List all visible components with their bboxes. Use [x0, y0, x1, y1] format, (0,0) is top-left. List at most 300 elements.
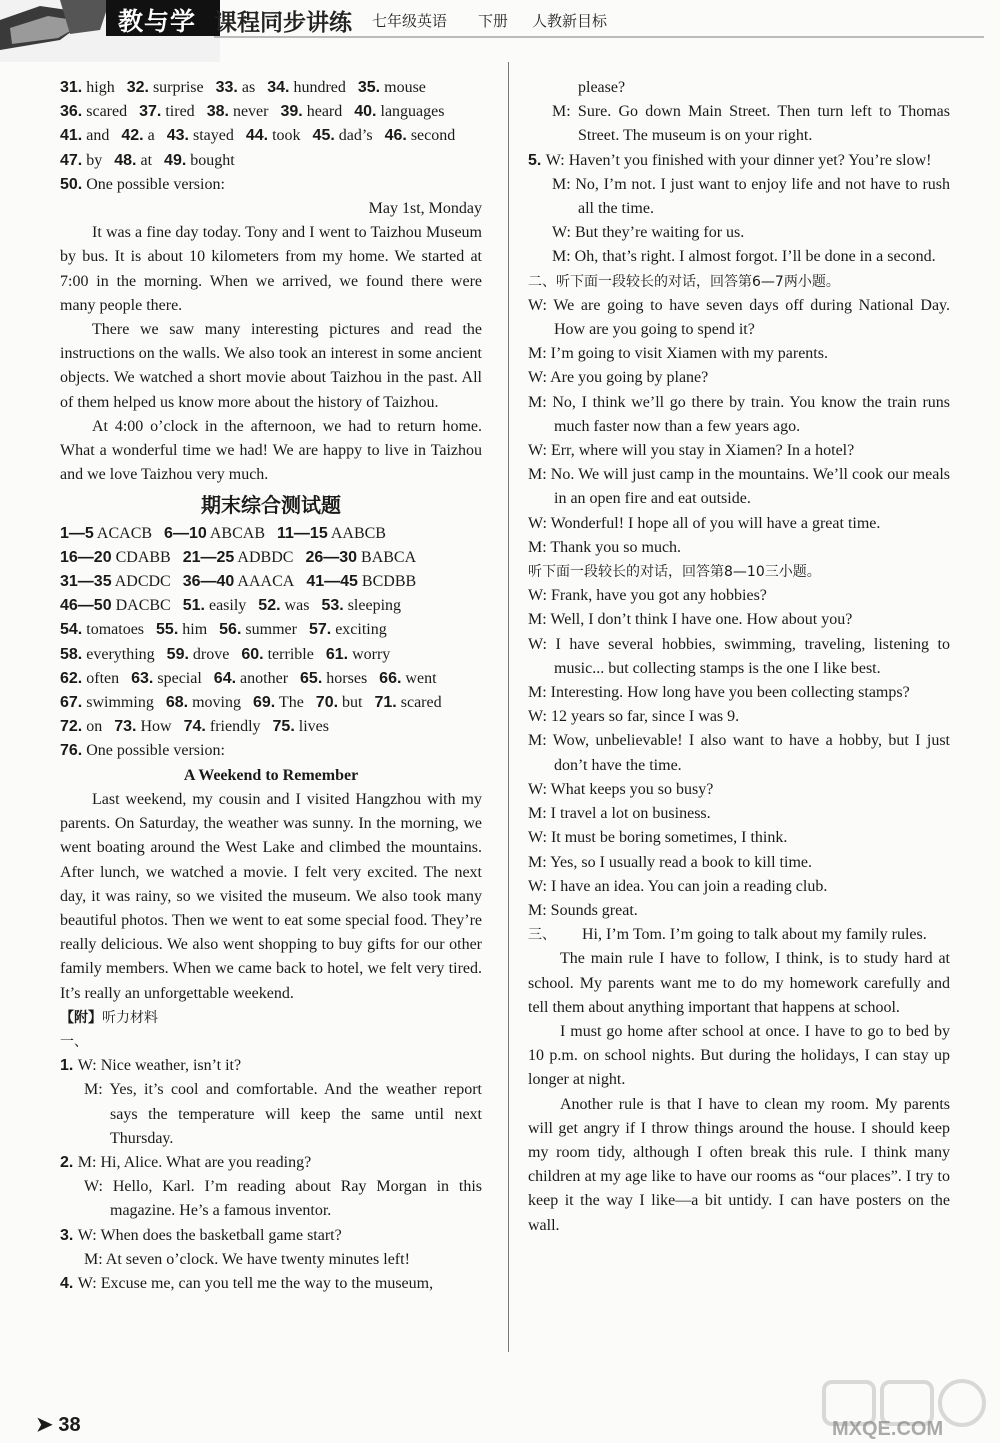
speaker-label: W:	[528, 587, 551, 605]
answer-item	[60, 691, 154, 715]
answer-value: tired	[161, 103, 195, 121]
answer-number: 57.	[308, 621, 332, 639]
speaker-label: W:	[77, 1274, 101, 1292]
answer-value: him	[178, 621, 208, 639]
answer-item	[273, 715, 329, 739]
answer-value: AABCB	[327, 524, 386, 542]
answer-value: hundred	[289, 79, 346, 96]
answer-value: moving	[188, 694, 241, 712]
dialogue-line	[60, 1224, 482, 1248]
part3-paragraph: The main rule I have to follow, I think, is to study hard at school. My parents want me to do my homework carefully and tell them about anything important that happens at school.	[528, 950, 950, 1016]
answer-value: drove	[188, 645, 230, 663]
answer-number: 16—20	[60, 548, 112, 566]
answer-item	[60, 570, 171, 594]
dialogue-line	[528, 366, 950, 390]
answer-item	[60, 124, 109, 148]
speaker-label: M:	[528, 611, 551, 629]
dialogue-text: please?	[578, 79, 626, 96]
answer-value: high	[82, 79, 115, 96]
answer-row	[60, 594, 482, 618]
answer-number: 55.	[156, 621, 179, 639]
answer-number: 61.	[325, 645, 349, 663]
answer-item	[60, 546, 171, 570]
answer-value: but	[338, 694, 363, 712]
answer-number: 42.	[121, 127, 144, 145]
answer-key-final	[60, 522, 482, 740]
answer-item	[280, 100, 342, 124]
part3-intro: 三、 Hi, I’m Tom. I’m going to talk about my family rules.	[528, 926, 927, 944]
answer-item	[313, 124, 373, 148]
answer-value: a	[143, 127, 155, 145]
dialogue-text: No, I think we’ll go there by train. You know the train runs much faster now than a few years ago.	[552, 393, 951, 435]
answer-number: 75.	[272, 718, 295, 736]
brand-logo: 教与学	[118, 7, 197, 36]
answer-number: 68.	[165, 694, 189, 712]
dialogue-line	[528, 633, 950, 681]
answer-number: 45.	[312, 127, 335, 145]
speaker-label: M:	[552, 175, 576, 193]
answer-number: 11—15	[277, 524, 328, 542]
section-title: 期末综合测试题	[201, 493, 341, 518]
answer-item	[183, 570, 295, 594]
answer-value: easily	[204, 597, 247, 615]
answer-row	[60, 124, 482, 148]
speaker-label: W:	[545, 151, 569, 169]
dialogue-text: Yes, so I usually read a book to kill time.	[550, 853, 812, 871]
dialogue-line	[528, 608, 950, 632]
answer-number: 74.	[183, 718, 206, 736]
dialogue-line	[528, 802, 950, 826]
dialogue-line	[528, 294, 950, 342]
essay1-paragraph: At 4:00 o’clock in the afternoon, we had to return home. What a wonderful time we had! We are happy to live in Taizhou and we love Taizhou very much.	[60, 417, 482, 484]
appendix-heading: 【附】听力材料	[60, 1009, 158, 1026]
answer-item	[167, 643, 230, 667]
conversation-1	[528, 294, 950, 560]
dialogue-text: At seven o’clock. We have twenty minutes left!	[105, 1250, 410, 1268]
speaker-label: M:	[528, 393, 553, 411]
dialogue-line	[528, 778, 950, 802]
answer-number: 41.	[60, 127, 83, 145]
answer-row	[60, 149, 482, 173]
essay2-title: A Weekend to Remember	[183, 766, 359, 784]
answer-value: went	[401, 669, 437, 687]
speaker-label: W:	[528, 442, 551, 460]
part3-paragraph: Another rule is that I have to clean my room. My parents will get angry if I throw things around the house. I should keep my room tidy, although I often break this rule. I think many children at my age like to have our rooms as “our places”. I try to keep it the way I like—a bit untidy. I can have posters on the wall.	[528, 1095, 950, 1234]
answer-number: 37.	[139, 103, 162, 121]
dialogue-text: Err, where will you stay in Xiamen? In a hotel?	[550, 442, 855, 460]
essay1-paragraph: It was a fine day today. Tony and I went to Taizhou Museum by bus. It is about 10 kilometers from my home. We started at 7:00 in the morning. When we arrived, we found there were many people there.	[60, 224, 482, 314]
answer-item	[164, 522, 265, 546]
answer-value: ABCAB	[206, 524, 265, 542]
dialogue-text: Hi, Alice. What are you reading?	[100, 1153, 312, 1171]
speaker-label: W:	[528, 877, 551, 895]
dialogue-text: Haven’t you finished with your dinner yet? You’re slow!	[568, 151, 932, 169]
dialogue-text: Excuse me, can you tell me the way to the museum,	[100, 1274, 434, 1292]
answer-row	[60, 643, 482, 667]
answer-value: ADCDC	[111, 573, 171, 591]
answer-value: ADBDC	[234, 548, 294, 566]
answer-value: BABCA	[357, 548, 417, 566]
header-rule	[214, 36, 984, 38]
q76-intro: 76. One possible version:	[60, 742, 225, 760]
dialogue5	[528, 149, 950, 270]
answer-value: and	[82, 127, 110, 145]
answer-number: 52.	[258, 597, 281, 615]
answer-number: 51.	[182, 597, 205, 615]
answer-number: 64.	[213, 669, 237, 687]
dialogue-line	[528, 173, 950, 221]
dialogue-text: 12 years so far, since I was 9.	[550, 708, 740, 726]
dialogue-line	[528, 899, 950, 923]
dialogue-text: I’m going to visit Xiamen with my parents.	[550, 345, 828, 363]
answer-item	[216, 76, 256, 100]
answer-value: mouse	[380, 79, 426, 96]
speaker-label: M:	[552, 103, 578, 121]
speaker-label: W:	[528, 829, 551, 847]
dialogue-line	[60, 1175, 482, 1223]
speaker-label: W:	[77, 1226, 101, 1244]
answer-item	[183, 594, 247, 618]
answer-number: 6—10	[164, 524, 207, 542]
answer-value: scared	[82, 103, 128, 121]
answer-value: never	[228, 103, 269, 121]
answer-item	[127, 76, 204, 100]
part3-paragraph: I must go home after school at once. I have to go to bed by 10 p.m. on school nights. But during the holidays, I can stay up longer at night.	[528, 1022, 950, 1089]
dialogue-text: Hello, Karl. I’m reading about Ray Morgan in this magazine. He’s a famous inventor.	[110, 1178, 482, 1220]
dialogue-text: Sounds great.	[550, 901, 638, 919]
answer-item	[358, 76, 426, 100]
answer-item	[246, 124, 301, 148]
answer-number: 36—40	[182, 573, 235, 591]
answer-item	[60, 643, 155, 667]
answer-item	[60, 149, 102, 173]
answer-value: CDABB	[111, 548, 171, 566]
dialogue-line	[528, 149, 950, 173]
answer-number: 66.	[379, 669, 402, 687]
dialogue-text: Yes, it’s cool and comfortable. And the weather report says the temperature will keep the same until next Thursday.	[109, 1081, 483, 1147]
answer-item	[164, 149, 235, 173]
answer-number: 1—5	[60, 524, 94, 542]
answer-number: 44.	[245, 127, 269, 145]
dialogue-line	[528, 439, 950, 463]
answer-number: 33.	[215, 79, 238, 96]
answer-value: took	[268, 127, 301, 145]
answer-value: How	[136, 718, 172, 736]
speaker-label: W:	[528, 296, 554, 314]
answer-item	[241, 643, 313, 667]
answer-number: 43.	[166, 127, 189, 145]
answer-value: DACBC	[111, 597, 171, 615]
answer-number: 60.	[241, 645, 264, 663]
answer-item	[60, 594, 171, 618]
answer-number: 54.	[60, 621, 83, 639]
dialogue-line	[528, 221, 950, 245]
answer-value: surprise	[148, 79, 204, 96]
dialogue-text: Wonderful! I hope all of you will have a great time.	[550, 514, 881, 532]
speaker-label: W:	[552, 224, 575, 242]
answer-item	[277, 522, 386, 546]
answer-item	[60, 76, 115, 100]
answer-item	[60, 100, 127, 124]
dialogue-text: Well, I don’t think I have one. How about you?	[550, 611, 853, 629]
page-header	[0, 0, 1000, 62]
answer-number: 59.	[166, 645, 189, 663]
dialogue-text: Frank, have you got any hobbies?	[550, 587, 767, 605]
answer-number: 53.	[321, 597, 344, 615]
answer-number: 67.	[60, 694, 83, 712]
dialogue-line	[60, 1248, 482, 1272]
answer-number: 56.	[219, 621, 242, 639]
answer-row	[60, 546, 482, 570]
answer-number: 41—45	[306, 573, 358, 591]
q50-intro: 50. One possible version:	[60, 175, 225, 193]
answer-value: often	[82, 669, 120, 687]
answer-number: 40.	[354, 103, 377, 121]
answer-item	[60, 667, 119, 691]
dialogue-line	[528, 705, 950, 729]
speaker-label: M:	[528, 466, 551, 484]
dialogue-text: We are going to have seven days off during National Day. How are you going to spend it?	[553, 296, 951, 339]
answer-number: 71.	[374, 694, 397, 712]
answer-value: on	[82, 718, 103, 736]
answer-item	[183, 546, 294, 570]
answer-item	[326, 643, 390, 667]
answer-row	[60, 76, 482, 100]
dialogue-line	[528, 875, 950, 899]
dialogue-line	[528, 681, 950, 705]
answer-value: friendly	[205, 718, 261, 736]
answer-item	[214, 667, 288, 691]
dialogue-line	[528, 342, 950, 366]
dialogue-text: But they’re waiting for us.	[574, 224, 745, 242]
dialogue-line	[528, 512, 950, 536]
answer-item	[60, 715, 102, 739]
dialogue-text: No, I’m not. I just want to enjoy life and not have to rush all the time.	[575, 175, 950, 218]
dialogue-line	[528, 391, 950, 439]
watermark-text: MXQE.COM	[832, 1418, 944, 1440]
answer-value: exciting	[331, 621, 387, 639]
dialogue-line	[60, 1272, 482, 1296]
answer-number: 48.	[114, 151, 137, 169]
dialogue-text: No. We will just camp in the mountains. We’ll cook our meals in an open fire and eat outside.	[550, 466, 950, 508]
volume-label: 下册	[478, 12, 509, 30]
answer-number: 65.	[300, 669, 323, 687]
answer-number: 70.	[315, 694, 339, 712]
answer-number: 31.	[60, 79, 83, 96]
answer-number: 69.	[252, 694, 276, 712]
answer-item	[121, 124, 154, 148]
dialogue-text: Thank you so much.	[550, 538, 682, 556]
answer-number: 21—25	[182, 548, 235, 566]
answer-value: lives	[294, 718, 329, 736]
dialogues-left	[60, 1054, 482, 1296]
answer-row	[60, 100, 482, 124]
dialogue-text: Are you going by plane?	[550, 369, 709, 387]
speaker-label: M:	[528, 345, 551, 363]
answer-value: by	[82, 151, 103, 169]
dialogue-line	[528, 463, 950, 511]
answer-item	[253, 691, 304, 715]
dialogue-text: It must be boring sometimes, I think.	[550, 829, 788, 847]
answer-item	[60, 618, 144, 642]
dialogue4-continued	[528, 76, 950, 149]
dialogue-text: What keeps you so busy?	[550, 780, 714, 798]
answer-item	[379, 667, 436, 691]
answer-item	[321, 594, 401, 618]
dialogue-text: I have several hobbies, swimming, traveling, listening to music... but collecting stamps is the one I like best.	[554, 635, 951, 677]
answer-number: 31—35	[60, 573, 112, 591]
part2b-label: 听下面一段较长的对话，回答第8—10三小题。	[528, 564, 821, 581]
dialogue-text: Interesting. How long have you been collecting stamps?	[550, 684, 910, 702]
dialogue-number: 3.	[60, 1226, 78, 1244]
answer-value: AAACA	[234, 573, 295, 591]
dialogue-line	[528, 245, 950, 269]
left-column	[60, 76, 482, 1296]
answer-item	[306, 570, 416, 594]
dialogue-line	[528, 584, 950, 608]
answer-number: 32.	[126, 79, 149, 96]
answer-item	[207, 100, 269, 124]
dialogue-line	[60, 1151, 482, 1175]
speaker-label: M:	[84, 1250, 106, 1268]
answer-value: special	[153, 669, 202, 687]
part2-label: 二、听下面一段较长的对话，回答第6—7两小题。	[528, 273, 840, 290]
answer-value: was	[280, 597, 310, 615]
essay2-text: Last weekend, my cousin and I visited Hangzhou with my parents. On Saturday, the weather was sunny. In the morning, we went boating around the West Lake and climbed the mountains. After lunch, we watched a movie. I felt very excited. The next day, it was rainy, so we visited the museum. We also took many beautiful photos. Then we went to eat some special food. They’re really delicious. We also went shopping to buy gifts for our other family members. When we came back to hotel, we felt very tired. It’s really an unforgettable weekend.	[60, 790, 482, 1002]
part1-label: 一、	[60, 1033, 88, 1050]
conversation-2	[528, 584, 950, 923]
answer-value: stayed	[188, 127, 234, 145]
answer-row	[60, 570, 482, 594]
answer-item	[305, 546, 416, 570]
answer-value: terrible	[263, 645, 314, 663]
answer-value: swimming	[82, 694, 154, 712]
dialogue-line	[528, 76, 950, 100]
essay1-date: May 1st, Monday	[368, 200, 482, 218]
answer-item	[316, 691, 363, 715]
dialogue-number: 1.	[60, 1057, 78, 1075]
answer-number: 35.	[357, 79, 381, 96]
speaker-label: M:	[528, 901, 551, 919]
answer-item	[156, 618, 207, 642]
dialogue-text: I have an idea. You can join a reading club.	[550, 877, 828, 895]
answer-item	[184, 715, 261, 739]
answer-item	[219, 618, 297, 642]
speaker-label: W:	[528, 635, 556, 653]
dialogue-line	[60, 1054, 482, 1078]
speaker-label: M:	[528, 538, 551, 556]
speaker-label: W:	[528, 514, 551, 532]
speaker-label: M:	[528, 805, 551, 823]
answer-item	[139, 100, 195, 124]
grade-label: 七年级英语	[372, 12, 448, 30]
dialogue-text: Sure. Go down Main Street. Then turn left to Thomas Street. The museum is on your right.	[577, 103, 951, 145]
dialogue-text: I travel a lot on business.	[550, 805, 711, 823]
answer-value: ACACB	[93, 524, 153, 542]
dialogue-number: 4.	[60, 1274, 78, 1292]
dialogue-line	[528, 536, 950, 560]
answer-number: 47.	[60, 151, 83, 169]
answer-value: bought	[186, 151, 235, 169]
speaker-label: M:	[528, 853, 551, 871]
speaker-label: M:	[552, 248, 575, 266]
speaker-label: M:	[528, 732, 553, 750]
answer-value: languages	[376, 103, 445, 121]
essay1-paragraph: There we saw many interesting pictures and read the instructions on the walls. We also took an interest in some ancient objects. We watched a short movie about Taizhou in the past. All of them helped us know more about the history of Taizhou.	[60, 321, 482, 411]
answer-item	[309, 618, 387, 642]
answer-value: as	[237, 79, 256, 96]
dialogue-line	[60, 1078, 482, 1151]
answer-value: tomatoes	[82, 621, 145, 639]
answer-item	[300, 667, 367, 691]
dialogue-line	[528, 100, 950, 148]
dialogue-text: When does the basketball game start?	[100, 1226, 342, 1244]
speaker-label: W:	[77, 1057, 101, 1075]
answer-value: dad’s	[334, 127, 373, 145]
dialogue-line	[528, 851, 950, 875]
answer-item	[167, 124, 234, 148]
arrow-icon: ➤	[36, 1414, 53, 1436]
answer-value: everything	[82, 645, 155, 663]
answer-value: The	[275, 694, 304, 712]
answer-number: 36.	[60, 103, 83, 121]
speaker-label: M:	[77, 1153, 101, 1171]
speaker-label: W:	[528, 369, 551, 387]
answer-number: 38.	[206, 103, 229, 121]
answer-item	[166, 691, 241, 715]
speaker-label: W:	[528, 708, 551, 726]
dialogue-number: 2.	[60, 1153, 78, 1171]
dialogue-text: Wow, unbelievable! I also want to have a hobby, but I just don’t have the time.	[552, 732, 950, 774]
answer-value: scared	[396, 694, 442, 712]
answer-number: 73.	[114, 718, 137, 736]
answer-row	[60, 522, 482, 546]
answer-item	[267, 76, 346, 100]
answer-value: another	[236, 669, 289, 687]
answer-value: horses	[322, 669, 368, 687]
dialogue-number: 5.	[528, 151, 546, 169]
answer-row	[60, 715, 482, 739]
answer-row	[60, 618, 482, 642]
speaker-label: M:	[84, 1081, 110, 1099]
dialogue-line	[528, 826, 950, 850]
answer-item	[60, 522, 152, 546]
series-title: 课程同步讲练	[214, 10, 352, 36]
answer-value: worry	[348, 645, 391, 663]
column-divider	[508, 62, 509, 1352]
answer-number: 62.	[60, 669, 83, 687]
speaker-label: W:	[528, 780, 551, 798]
answer-item	[385, 124, 456, 148]
speaker-label: M:	[528, 684, 551, 702]
page-number: ➤ 38	[36, 1414, 81, 1436]
answer-value: summer	[241, 621, 297, 639]
answer-item	[114, 715, 171, 739]
answer-number: 39.	[280, 103, 303, 121]
answer-value: heard	[302, 103, 343, 121]
answer-value: at	[136, 151, 153, 169]
answer-number: 63.	[131, 669, 154, 687]
answer-item	[375, 691, 442, 715]
dialogue-text: Nice weather, isn’t it?	[100, 1057, 242, 1075]
answer-value: second	[406, 127, 456, 145]
answer-number: 46.	[384, 127, 407, 145]
answer-number: 46—50	[60, 597, 112, 615]
answer-number: 58.	[60, 645, 83, 663]
answer-item	[131, 667, 202, 691]
answer-item	[258, 594, 309, 618]
speaker-label: W:	[84, 1178, 113, 1196]
